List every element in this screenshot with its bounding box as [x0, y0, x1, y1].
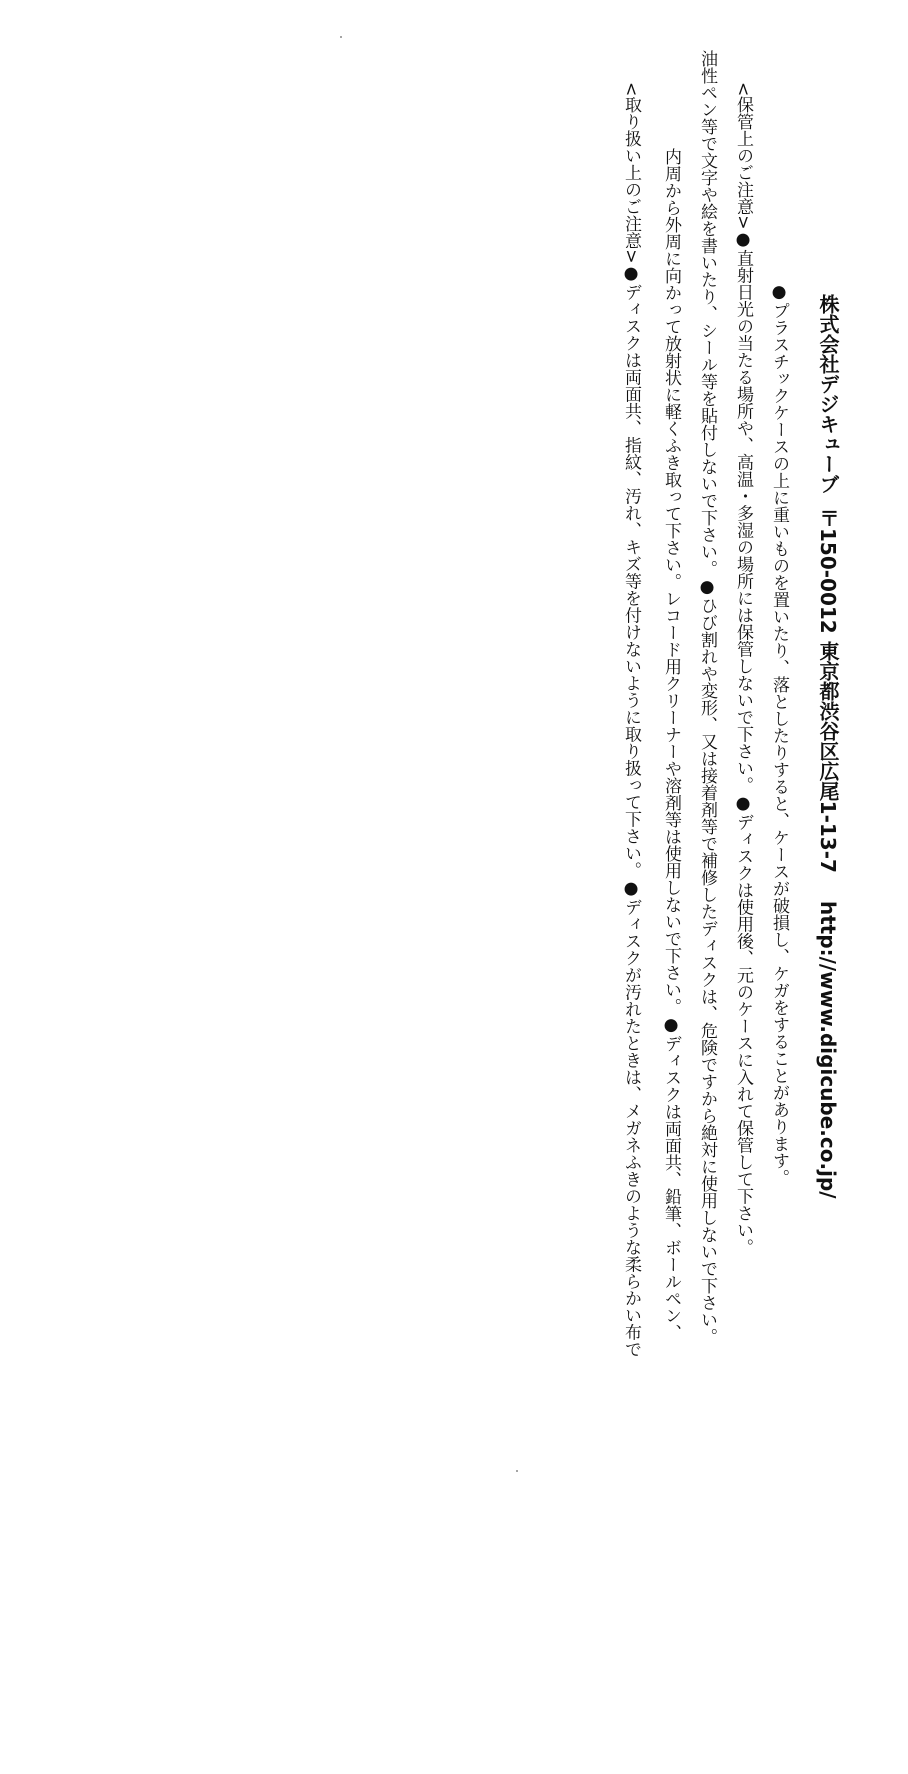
handling-notes-line-3: 油性ペン等で文字や絵を書いたり、シール等を貼付しないで下さい。●ひび割れや変形、又は接着剤等で補修したディスクは、危険ですから絶対に使用しないで下さい。: [697, 50, 717, 1345]
scan-speck: [516, 1470, 518, 1472]
scan-speck: [340, 36, 342, 38]
storage-notes-line-1: <保管上のご注意>●直射日光の当たる場所や、高温・多湿の場所には保管しないで下さい。●ディスクは使用後、元のケースに入れて保管して下さい。: [733, 82, 753, 1256]
company-info: [818, 0, 838, 1774]
handling-notes-line-2: 内周から外周に向かって放射状に軽くふき取って下さい。レコード用クリーナーや溶剤等は使用しないで下さい。●ディスクは両面共、鉛筆、ボールペン、: [661, 148, 681, 1341]
storage-notes-line-2: ●プラスチックケースの上に重いものを置いたり、落としたりすると、ケースが破損し、ケガをすることがあります。: [769, 282, 789, 1186]
company-url: http://www.digicube.co.jp/: [816, 900, 840, 1199]
company-address: 〒150-0012 東京都渋谷区広尾1-13-7: [816, 508, 840, 873]
handling-notes-line-1: <取り扱い上のご注意>●ディスクは両面共、指紋、汚れ、キズ等を付けないように取り扱って下さい。●ディスクが汚れたときは、メガネふきのような柔らかい布で: [621, 82, 641, 1358]
company-name: 株式会社デジキューブ: [816, 294, 840, 494]
